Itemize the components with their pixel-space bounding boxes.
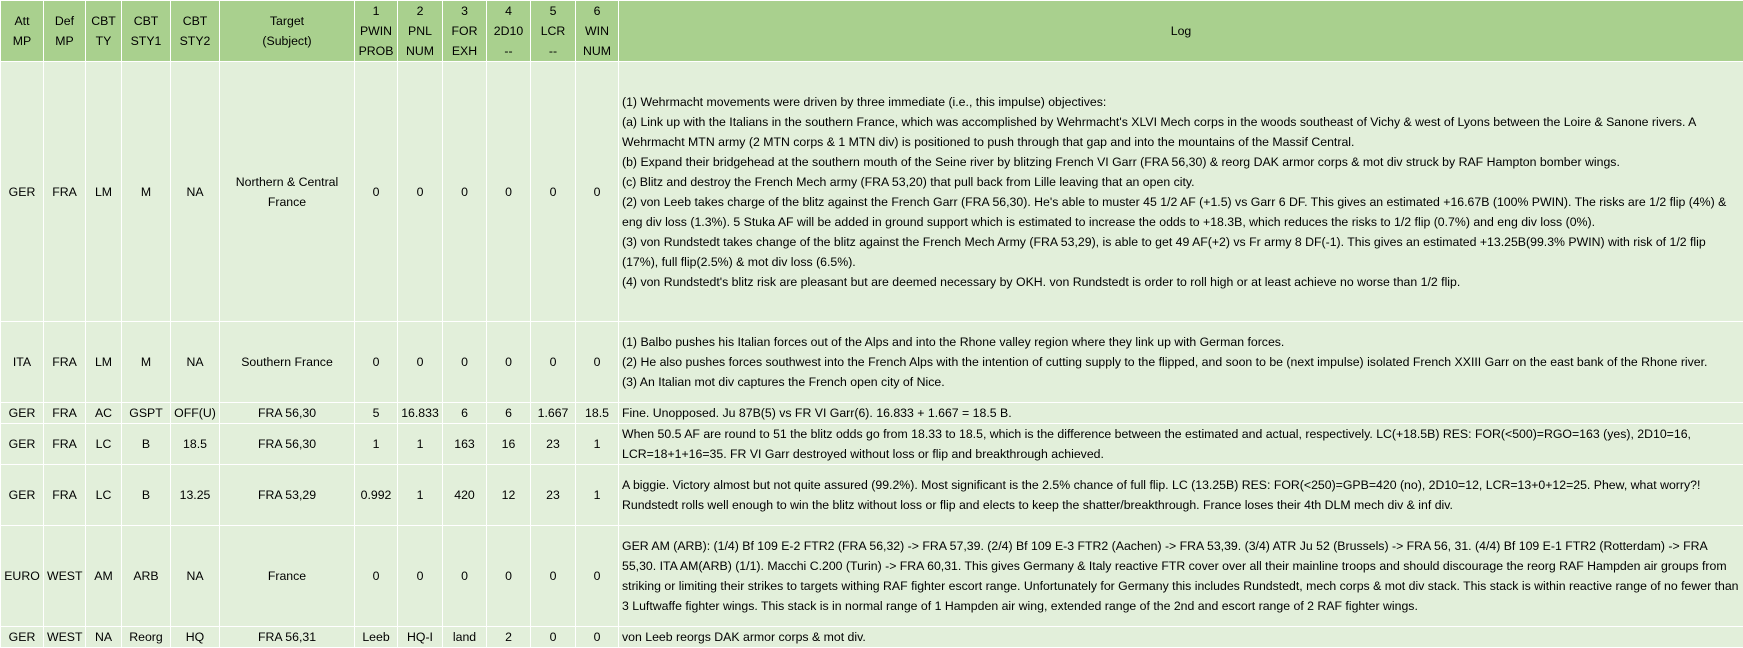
log-cell (619, 465, 1743, 526)
table-row (1, 465, 1743, 526)
table-cell: 1 (355, 424, 398, 465)
table-cell: 0 (531, 627, 576, 648)
table-cell: FRA (44, 424, 86, 465)
table-cell: ARB (122, 526, 171, 627)
table-row (1, 403, 1743, 424)
table-cell: 23 (531, 424, 576, 465)
column-header-10 (531, 1, 576, 62)
table-cell: HQ (171, 627, 220, 648)
log-line: Fine. Unopposed. Ju 87B(5) vs FR VI Garr(6). 16.833 + 1.667 = 18.5 B. (622, 403, 1740, 423)
header-line: 2 (401, 1, 439, 21)
column-header-9 (487, 1, 531, 62)
log-line: When 50.5 AF are round to 51 the blitz odds go from 18.33 to 18.5, which is the difference between the estimated and actual, respectively. LC(+18.5B) RES: FOR(<500)=RGO=163 (yes), 2D10=16, LCR=18+1+16=35. FR VI Garr destroyed without loss or flip and breakthrough achieved. (622, 424, 1740, 464)
table-cell: 420 (443, 465, 487, 526)
table-cell: FRA 56,30 (220, 403, 355, 424)
table-cell: 5 (355, 403, 398, 424)
header-line: 1 (358, 1, 394, 21)
table-cell: NA (171, 322, 220, 403)
header-line: FOR (446, 21, 483, 41)
table-cell: 16 (487, 424, 531, 465)
table-cell: WEST (44, 627, 86, 648)
header-line: 2D10 (490, 21, 527, 41)
table-cell: LM (86, 322, 122, 403)
table-cell: 0.992 (355, 465, 398, 526)
table-cell: 0 (443, 526, 487, 627)
column-header-12 (619, 1, 1743, 62)
header-line: CBT (89, 11, 118, 31)
header-line: Target (223, 11, 351, 31)
table-cell: FRA (44, 465, 86, 526)
table-cell: 0 (398, 322, 443, 403)
table-cell: 2 (487, 627, 531, 648)
table-cell: WEST (44, 526, 86, 627)
table-cell: 1 (576, 424, 619, 465)
log-line: von Leeb reorgs DAK armor corps & mot div. (622, 627, 1740, 647)
header-line: -- (534, 41, 572, 61)
table-row (1, 627, 1743, 648)
header-row (1, 1, 1743, 62)
table-cell: LC (86, 424, 122, 465)
table-cell: NA (171, 526, 220, 627)
table-cell: 0 (531, 322, 576, 403)
table-row (1, 424, 1743, 465)
table-cell: B (122, 424, 171, 465)
header-line: CBT (174, 11, 216, 31)
table-cell: 0 (355, 322, 398, 403)
table-cell: 0 (443, 322, 487, 403)
header-line: STY2 (174, 31, 216, 51)
header-line: EXH (446, 41, 483, 61)
table-cell: ITA (1, 322, 44, 403)
table-cell: GER (1, 465, 44, 526)
table-cell: 1.667 (531, 403, 576, 424)
log-line: (4) von Rundstedt's blitz risk are pleasant but are deemed necessary by OKH. von Rundstedt is order to roll high or at least achieve no worse than 1/2 flip. (622, 272, 1740, 292)
table-cell: AM (86, 526, 122, 627)
column-header-8 (443, 1, 487, 62)
table-cell: 16.833 (398, 403, 443, 424)
table-cell: LM (86, 62, 122, 322)
table-cell: 12 (487, 465, 531, 526)
header-line: -- (490, 41, 527, 61)
table-cell: 0 (576, 627, 619, 648)
column-header-6 (355, 1, 398, 62)
log-line: (1) Balbo pushes his Italian forces out of the Alps and into the Rhone valley region where they link up with German forces. (622, 332, 1740, 352)
table-cell: 0 (576, 62, 619, 322)
table-cell: 0 (531, 62, 576, 322)
table-cell: France (220, 526, 355, 627)
header-line: 5 (534, 1, 572, 21)
log-line: (3) von Rundstedt takes change of the blitz against the French Mech Army (FRA 53,29), is able to get 49 AF(+2) vs Fr army 8 DF(-1). This gives an estimated +13.25B(99.3% PWIN) with risk of 1/2 flip (17%), full flip(2.5%) & mot div loss (6.5%). (622, 232, 1740, 272)
header-line: PROB (358, 41, 394, 61)
header-line: WIN (579, 21, 615, 41)
log-line: (c) Blitz and destroy the French Mech army (FRA 53,20) that pull back from Lille leaving that an open city. (622, 172, 1740, 192)
table-cell: EURO (1, 526, 44, 627)
table-cell: GER (1, 627, 44, 648)
table-cell: Leeb (355, 627, 398, 648)
table-cell: Northern & Central France (220, 62, 355, 322)
table-cell: 0 (576, 322, 619, 403)
column-header-3 (122, 1, 171, 62)
table-cell: Southern France (220, 322, 355, 403)
table-cell: 6 (487, 403, 531, 424)
table-cell: 1 (398, 465, 443, 526)
table-cell: 0 (531, 526, 576, 627)
table-cell: 1 (576, 465, 619, 526)
column-header-1 (44, 1, 86, 62)
log-cell (619, 627, 1743, 648)
log-cell (619, 322, 1743, 403)
table-row (1, 322, 1743, 403)
table-cell: M (122, 62, 171, 322)
table-cell: GSPT (122, 403, 171, 424)
log-line: (a) Link up with the Italians in the southern France, which was accomplished by Wehrmacht's XLVI Mech corps in the woods southeast of Vichy & west of Lyons between the Loire & Sanone rivers. A Wehrmacht MTN army (2 MTN corps & 1 MTN div) is positioned to push through that gap and into the mountains of the Massif Central. (622, 112, 1740, 152)
header-line: NUM (579, 41, 615, 61)
table-cell: 0 (487, 62, 531, 322)
header-line: STY1 (125, 31, 167, 51)
log-cell (619, 62, 1743, 322)
table-cell: M (122, 322, 171, 403)
header-line: TY (89, 31, 118, 51)
table-cell: 18.5 (576, 403, 619, 424)
header-line: Def (47, 11, 82, 31)
table-cell: 18.5 (171, 424, 220, 465)
header-line: PWIN (358, 21, 394, 41)
table-cell: NA (171, 62, 220, 322)
table-row (1, 62, 1743, 322)
table-cell: GER (1, 403, 44, 424)
table-cell: B (122, 465, 171, 526)
column-header-0 (1, 1, 44, 62)
table-cell: 0 (487, 322, 531, 403)
table-cell: 0 (443, 62, 487, 322)
column-header-4 (171, 1, 220, 62)
header-line: CBT (125, 11, 167, 31)
table-cell: GER (1, 424, 44, 465)
log-line: (2) He also pushes forces southwest into the French Alps with the intention of cutting supply to the flipped, and soon to be (next impulse) isolated French XXIII Garr on the east bank of the Rhone river. (622, 352, 1740, 372)
column-header-7 (398, 1, 443, 62)
table-cell: 0 (355, 62, 398, 322)
log-line: (2) von Leeb takes charge of the blitz against the French Garr (FRA 56,30). He's able to muster 45 1/2 AF (+1.5) vs Garr 6 DF. This gives an estimated +16.67B (100% PWIN). The risks are 1/2 flip (4%) & eng div loss (1.3%). 5 Stuka AF will be added in ground support which is estimated to increase the odds to +18.3B, which reduces the risks to 1/2 flip (0.7%) and eng div loss (0%). (622, 192, 1740, 232)
log-cell (619, 403, 1743, 424)
column-header-11 (576, 1, 619, 62)
log-line: (3) An Italian mot div captures the French open city of Nice. (622, 372, 1740, 392)
table-cell: 6 (443, 403, 487, 424)
table-cell: 163 (443, 424, 487, 465)
header-line: Att (4, 11, 40, 31)
log-line: A biggie. Victory almost but not quite assured (99.2%). Most significant is the 2.5% chance of full flip. LC (13.25B) RES: FOR(<250)=GPB=420 (no), 2D10=12, LCR=13+0+12=25. Phew, what worry?! Rundstedt rolls well enough to win the blitz without loss or flip and elects to keep the shatter/breakthrough. France loses their 4th DLM mech div & inf div. (622, 475, 1740, 515)
log-line: GER AM (ARB): (1/4) Bf 109 E-2 FTR2 (FRA 56,32) -> FRA 57,39. (2/4) Bf 109 E-3 FTR2 (Aachen) -> FRA 53,39. (3/4) ATR Ju 52 (Brussels) -> FRA 56, 31. (4/4) Bf 109 E-1 FTR2 (Rotterdam) -> FRA 55,30. ITA AM(ARB) (1/1). Macchi C.200 (Turin) -> FRA 60,31. This gives Germany & Italy reactive FTR cover over all their mainline troops and should discourage the reorg RAF Hampden air groups from striking or limiting their strikes to targets withing RAF fighter escort range. Unfortunately for Germany this includes Rundstedt, mech corps & mot div stack. This stack is within reactive range of no fewer than 3 Luftwaffe fighter wings. This stack is in normal range of 1 Hampden air wing, extended range of the 2nd and escort range of 2 RAF fighter wings. (622, 536, 1740, 616)
table-cell: 0 (487, 526, 531, 627)
header-line: 6 (579, 1, 615, 21)
log-line: (b) Expand their bridgehead at the southern mouth of the Seine river by blitzing French VI Garr (FRA 56,30) & reorg DAK armor corps & mot div struck by RAF Hampton bomber wings. (622, 152, 1740, 172)
table-cell: 0 (398, 526, 443, 627)
table-cell: 13.25 (171, 465, 220, 526)
log-cell (619, 526, 1743, 627)
table-cell: GER (1, 62, 44, 322)
table-cell: 0 (398, 62, 443, 322)
table-cell: 0 (576, 526, 619, 627)
table-cell: FRA 56,31 (220, 627, 355, 648)
header-line: 3 (446, 1, 483, 21)
table-cell: LC (86, 465, 122, 526)
table-cell: OFF(U) (171, 403, 220, 424)
table-cell: AC (86, 403, 122, 424)
table-cell: 1 (398, 424, 443, 465)
table-cell: NA (86, 627, 122, 648)
column-header-5 (220, 1, 355, 62)
header-line: 4 (490, 1, 527, 21)
header-line: MP (4, 31, 40, 51)
table-cell: FRA (44, 403, 86, 424)
table-row (1, 526, 1743, 627)
header-line: PNL (401, 21, 439, 41)
table-cell: land (443, 627, 487, 648)
table-cell: 0 (355, 526, 398, 627)
table-cell: Reorg (122, 627, 171, 648)
header-line: Log (622, 21, 1740, 41)
column-header-2 (86, 1, 122, 62)
table-cell: FRA (44, 62, 86, 322)
table-cell: HQ-I (398, 627, 443, 648)
table-cell: FRA 56,30 (220, 424, 355, 465)
log-line: (1) Wehrmacht movements were driven by three immediate (i.e., this impulse) objectives: (622, 92, 1740, 112)
table-cell: FRA 53,29 (220, 465, 355, 526)
header-line: (Subject) (223, 31, 351, 51)
table-cell: FRA (44, 322, 86, 403)
header-line: NUM (401, 41, 439, 61)
header-line: LCR (534, 21, 572, 41)
log-cell (619, 424, 1743, 465)
header-line: MP (47, 31, 82, 51)
table-cell: 23 (531, 465, 576, 526)
